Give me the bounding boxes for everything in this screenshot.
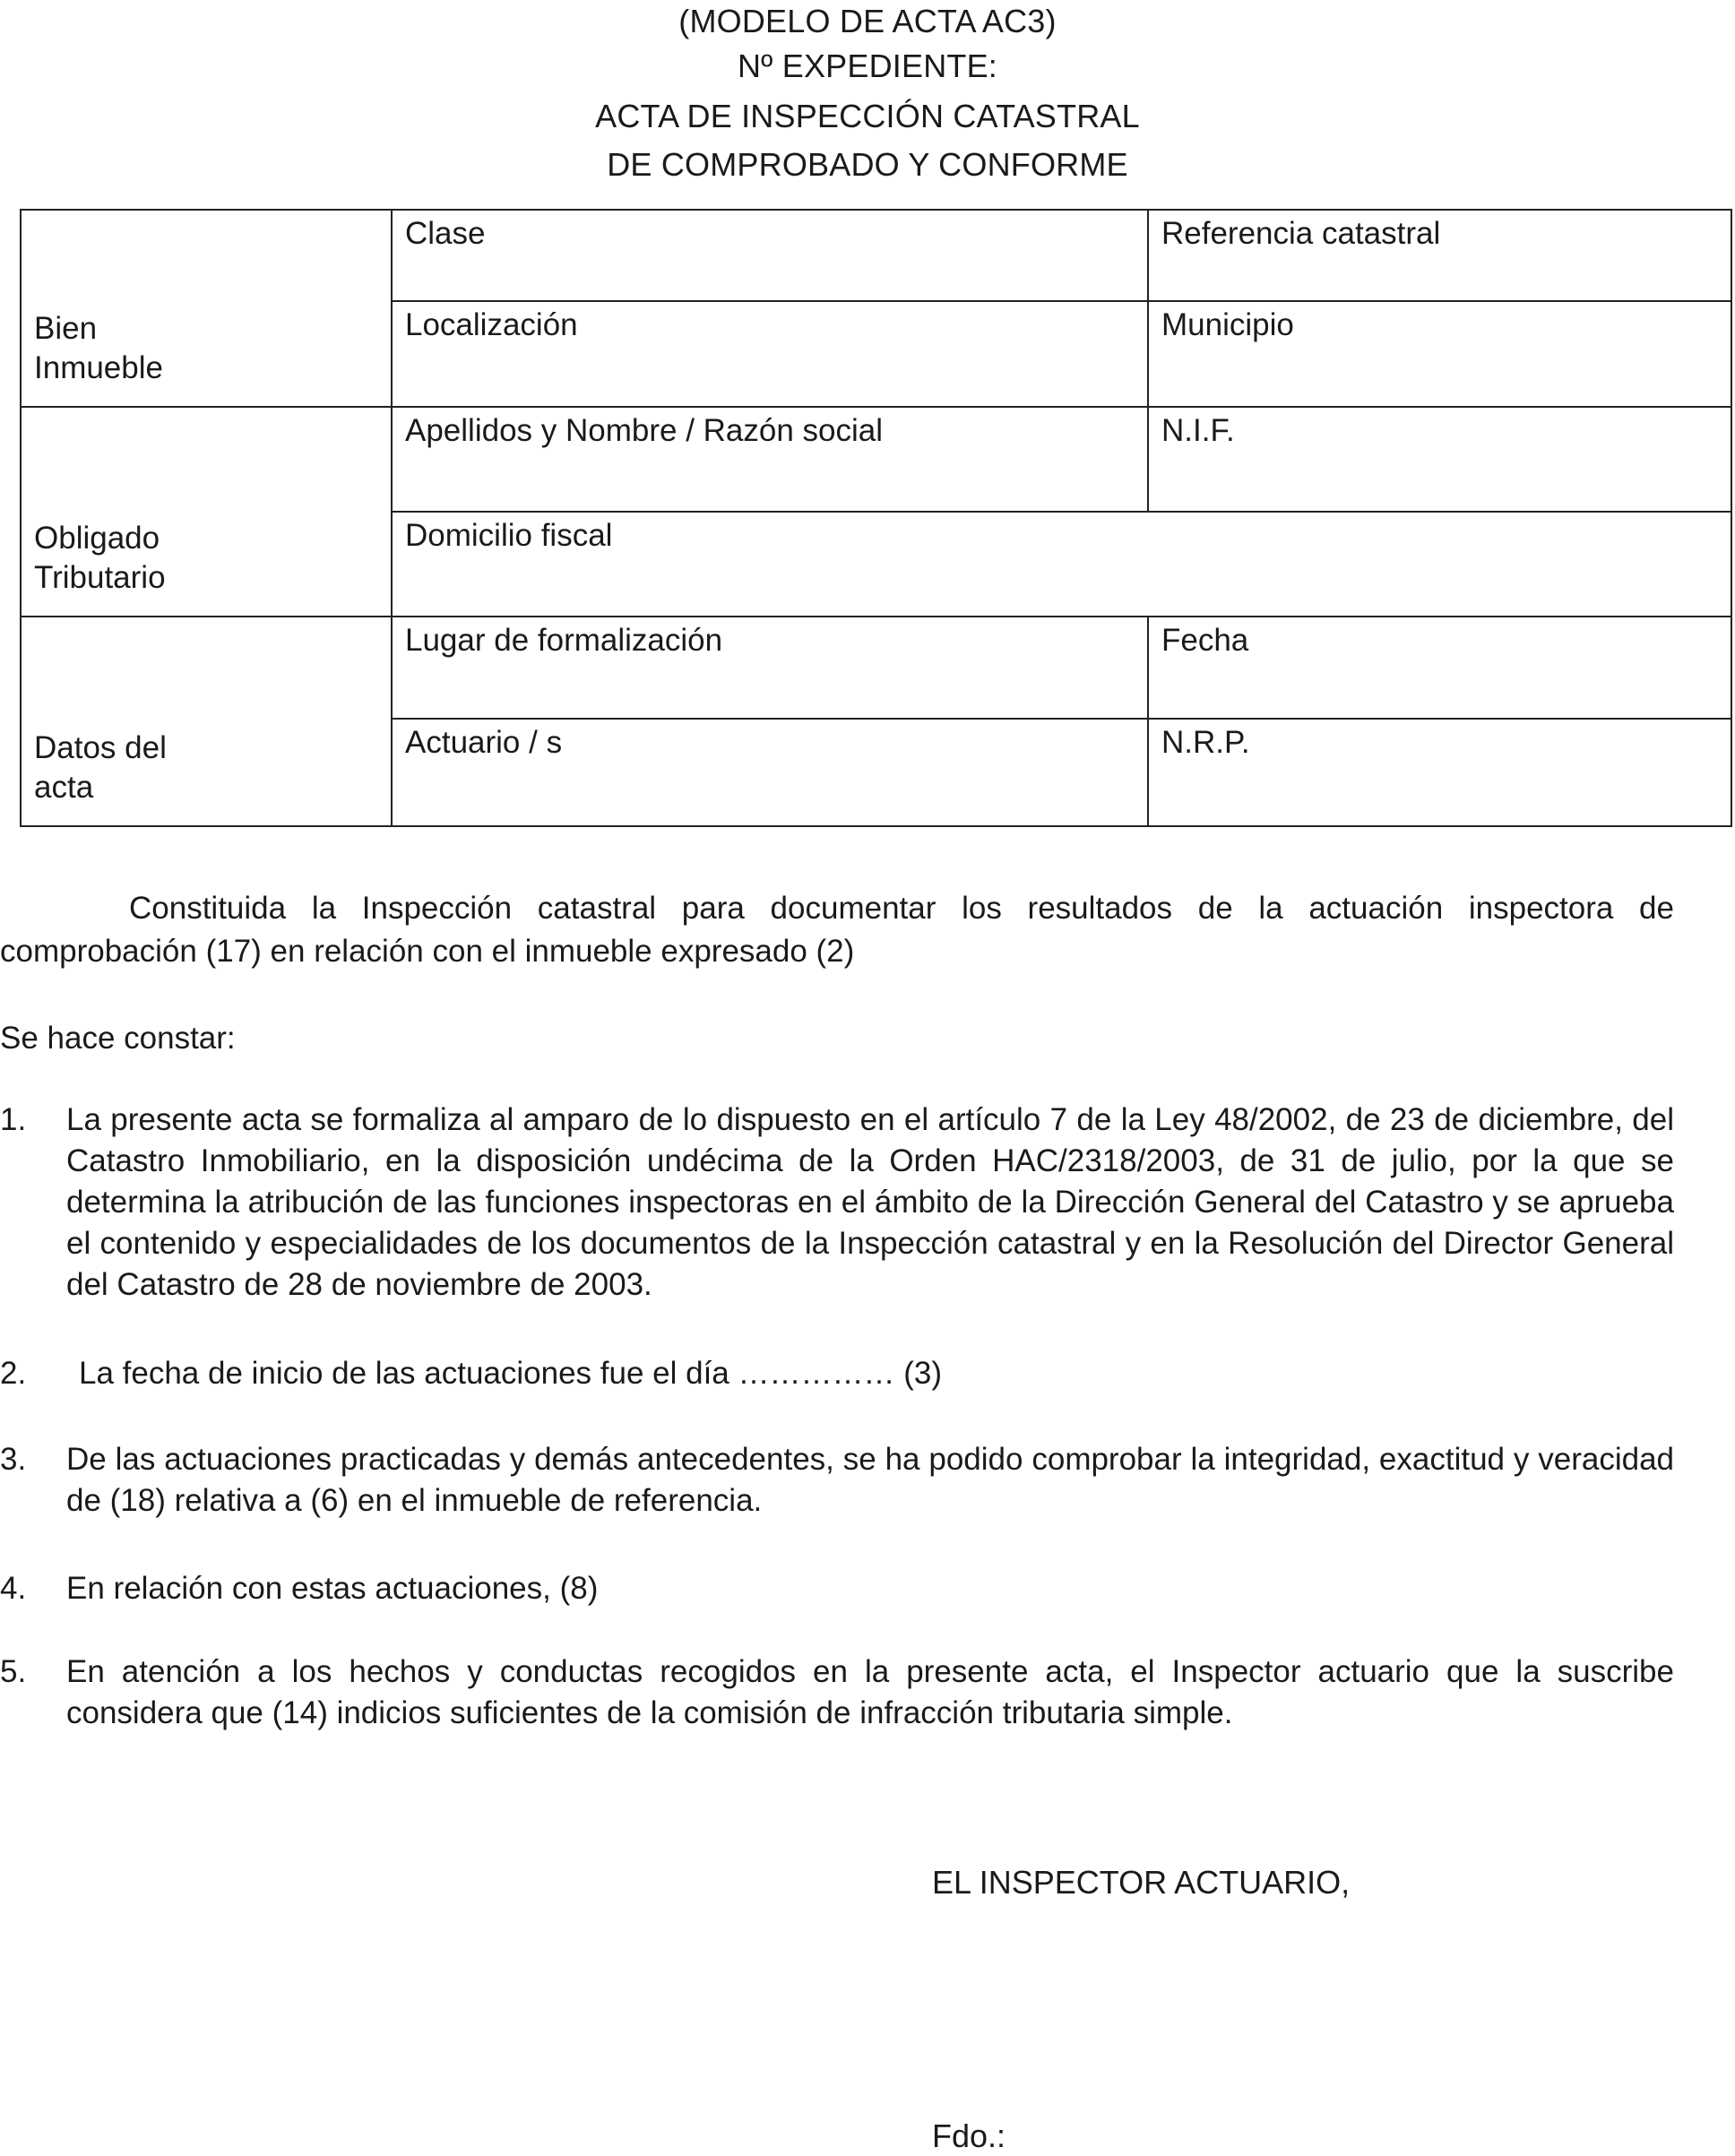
list-item-number: 2. xyxy=(0,1356,27,1391)
municipio-label: Municipio xyxy=(1161,307,1294,342)
municipio-field[interactable] xyxy=(1148,301,1731,407)
obligado-tributario-text: Obligado Tributario xyxy=(34,521,166,595)
list-item-text: En relación con estas actuaciones, (8) xyxy=(66,1571,599,1606)
list-item-number: 5. xyxy=(0,1654,27,1689)
localizacion-field[interactable] xyxy=(392,301,1148,407)
actuarios-label: Actuario / s xyxy=(405,725,563,760)
lugar-formalizacion-label: Lugar de formalización xyxy=(405,623,723,658)
signature-title: EL INSPECTOR ACTUARIO, xyxy=(932,1864,1351,1901)
list-item-number: 3. xyxy=(0,1442,27,1477)
document-title-line2: DE COMPROBADO Y CONFORME xyxy=(607,146,1128,183)
actuarios-field[interactable] xyxy=(392,719,1148,826)
bien-inmueble-text: Bien Inmueble xyxy=(34,311,163,385)
apellidos-nombre-label: Apellidos y Nombre / Razón social xyxy=(405,413,884,448)
list-item-number: 4. xyxy=(0,1571,27,1606)
model-label: (MODELO DE ACTA AC3) xyxy=(678,3,1057,39)
list-item xyxy=(0,1651,1674,1734)
nif-field[interactable] xyxy=(1148,407,1731,512)
expediente-label: Nº EXPEDIENTE: xyxy=(737,47,997,84)
lugar-formalizacion-field[interactable] xyxy=(392,617,1148,719)
list-item xyxy=(0,1439,1674,1522)
clase-label: Clase xyxy=(405,216,486,251)
fecha-field[interactable] xyxy=(1148,617,1731,719)
se-hace-constar-label: Se hace constar: xyxy=(0,1021,236,1056)
list-item-text: En atención a los hechos y conductas recogidos en la presente acta, el Inspector actuario que la suscribe considera que (14) indicios suficientes de la comisión de infracción tributaria simple. xyxy=(66,1654,1674,1730)
list-item-text: La presente acta se formaliza al amparo de lo dispuesto en el artículo 7 de la Ley 48/2002, de 23 de diciembre, del Catastro Inmobiliario, en la disposición undécima de la Orden HAC/2318/2003, de 31 de julio, por la que se determina la atribución de las funciones inspectoras en el ámbito de la Dirección General del Catastro y se aprueba el contenido y especialidades de los documentos de la Inspección catastral y en la Resolución del Director General del Catastro de 28 de noviembre de 2003. xyxy=(66,1102,1674,1302)
document-title-line1: ACTA DE INSPECCIÓN CATASTRAL xyxy=(595,98,1140,134)
nrp-field[interactable] xyxy=(1148,719,1731,826)
obligado-tributario-label xyxy=(21,407,392,617)
signature-fdo: Fdo.: xyxy=(932,2117,1006,2154)
list-item xyxy=(0,1100,1674,1306)
nif-label: N.I.F. xyxy=(1161,413,1235,448)
list-item-text: De las actuaciones practicadas y demás antecedentes, se ha podido comprobar la integridad, exactitud y veracidad de (18) relativa a (6) en el inmueble de referencia. xyxy=(66,1442,1674,1518)
intro-paragraph: Constituida la Inspección catastral para documentar los resultados de la actuación inspectora de comprobación (17) en relación con el inmueble expresado (2) xyxy=(0,891,1674,969)
nrp-label: N.R.P. xyxy=(1161,725,1250,760)
domicilio-fiscal-field[interactable] xyxy=(392,512,1731,617)
list-item-number: 1. xyxy=(0,1102,27,1137)
referencia-catastral-label: Referencia catastral xyxy=(1161,216,1441,251)
referencia-catastral-field[interactable] xyxy=(1148,210,1731,301)
fecha-label: Fecha xyxy=(1161,623,1249,658)
acta-data-table xyxy=(20,209,1732,827)
list-item xyxy=(0,1353,1674,1394)
bien-inmueble-label xyxy=(21,210,392,407)
datos-acta-text: Datos del acta xyxy=(34,730,167,805)
domicilio-fiscal-label: Domicilio fiscal xyxy=(405,518,613,553)
clase-field[interactable] xyxy=(392,210,1148,301)
localizacion-label: Localización xyxy=(405,307,578,342)
apellidos-nombre-field[interactable] xyxy=(392,407,1148,512)
list-item xyxy=(0,1568,1674,1609)
list-item-text: La fecha de inicio de las actuaciones fue el día …………… (3) xyxy=(79,1356,942,1391)
datos-acta-label xyxy=(21,617,392,826)
